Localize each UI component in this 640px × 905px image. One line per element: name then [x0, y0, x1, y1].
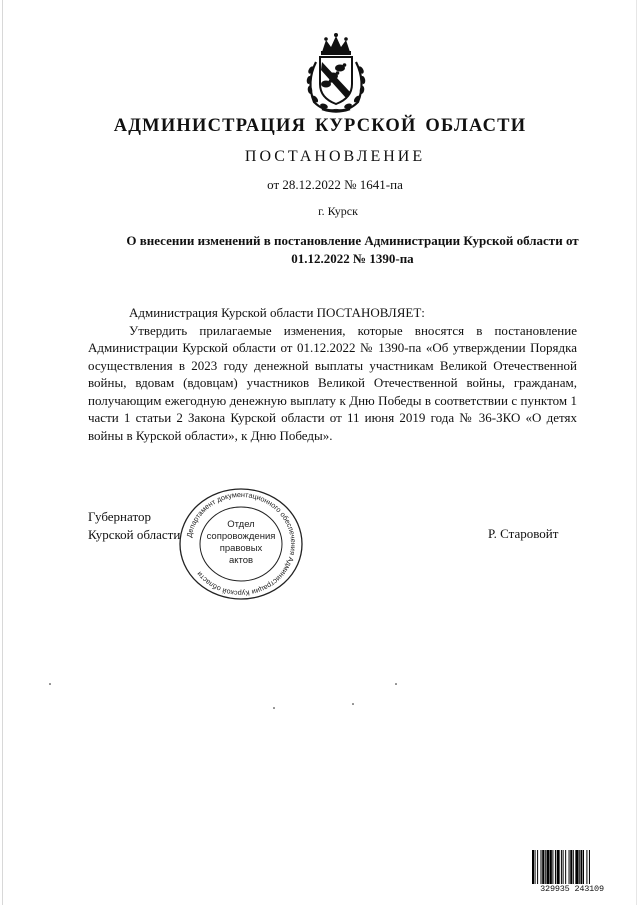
barcode-bar: [583, 850, 584, 884]
stamp-line-2: сопровождения: [206, 531, 276, 542]
signatory-position: [88, 508, 180, 543]
barcode-bar: [579, 850, 580, 884]
barcode-bar: [563, 850, 564, 884]
barcode-bar: [537, 850, 538, 884]
signatory-position-line2: Курской области: [88, 526, 181, 542]
barcode-bar: [586, 850, 587, 884]
document-type: ПОСТАНОВЛЕНИЕ: [244, 148, 426, 165]
organization-title: АДМИНИСТРАЦИЯ КУРСКОЙ ОБЛАСТИ: [113, 116, 527, 136]
barcode-bar: [550, 850, 552, 884]
coat-of-arms-emblem: [300, 32, 372, 114]
stamp-ring-text: Департамент документационного обеспечения Администрации Курской области: [184, 489, 299, 599]
barcode-bar: [580, 850, 582, 884]
signatory-name: Р. Старовойт: [488, 526, 559, 541]
barcode-bar: [541, 850, 542, 884]
scan-speck: [352, 703, 354, 705]
barcode-bar: [545, 850, 546, 884]
barcode-bar: [573, 850, 574, 884]
barcode-image: [532, 850, 612, 884]
barcode-bar: [546, 850, 549, 884]
barcode-bar: [535, 850, 536, 884]
barcode-bar: [589, 850, 590, 884]
barcode-bar: [552, 850, 553, 884]
body-paragraph-approve: Утвердить прилагаемые изменения, которые вносятся в постановление Администрации Курской области от 01.12.2022 № 1390-па «Об утверждении Порядка осуществления в 2023 году денежной выплаты участникам Великой Отечественной войны, вдовам (вдовцам) участников Великой Отечественной войны, гражданам, получающим ежегодную денежную выплату к Дню Победы в соответствии с пунктом 1 части 1 статьи 2 Закона Курской области от 11 июня 2019 года № 36-ЗКО «О детях войны в Курской области», к Дню Победы».: [88, 322, 577, 443]
signatory-position-line1: Губернатор: [88, 509, 151, 524]
scan-speck: [49, 683, 51, 685]
barcode-bar: [542, 850, 544, 884]
scan-speck: [273, 707, 275, 709]
stamp-center-text: [198, 519, 284, 567]
document-city: г. Курск: [318, 204, 358, 218]
stamp-line-3: правовых: [219, 543, 263, 554]
stamp-line-4: актов: [228, 555, 254, 566]
barcode-bar: [565, 850, 566, 884]
barcode-bar: [532, 850, 534, 884]
barcode-number: 329935 243109: [540, 884, 604, 894]
document-date-number: от 28.12.2022 № 1641-па: [267, 177, 403, 192]
barcode-bar: [555, 850, 556, 884]
barcode-bar: [570, 850, 572, 884]
scan-speck: [395, 683, 397, 685]
barcode-bar: [557, 850, 560, 884]
document-body: [88, 304, 577, 444]
barcode-bar: [569, 850, 570, 884]
stamp-line-1: Отдел: [227, 519, 255, 530]
document-subject: О внесении изменений в постановление Администрации Курской области от 01.12.2022 № 1390-па: [126, 233, 579, 266]
barcode-bar: [575, 850, 578, 884]
barcode-bar: [561, 850, 562, 884]
body-paragraph-resolves: Администрация Курской области ПОСТАНОВЛЯЕТ:: [129, 305, 425, 320]
